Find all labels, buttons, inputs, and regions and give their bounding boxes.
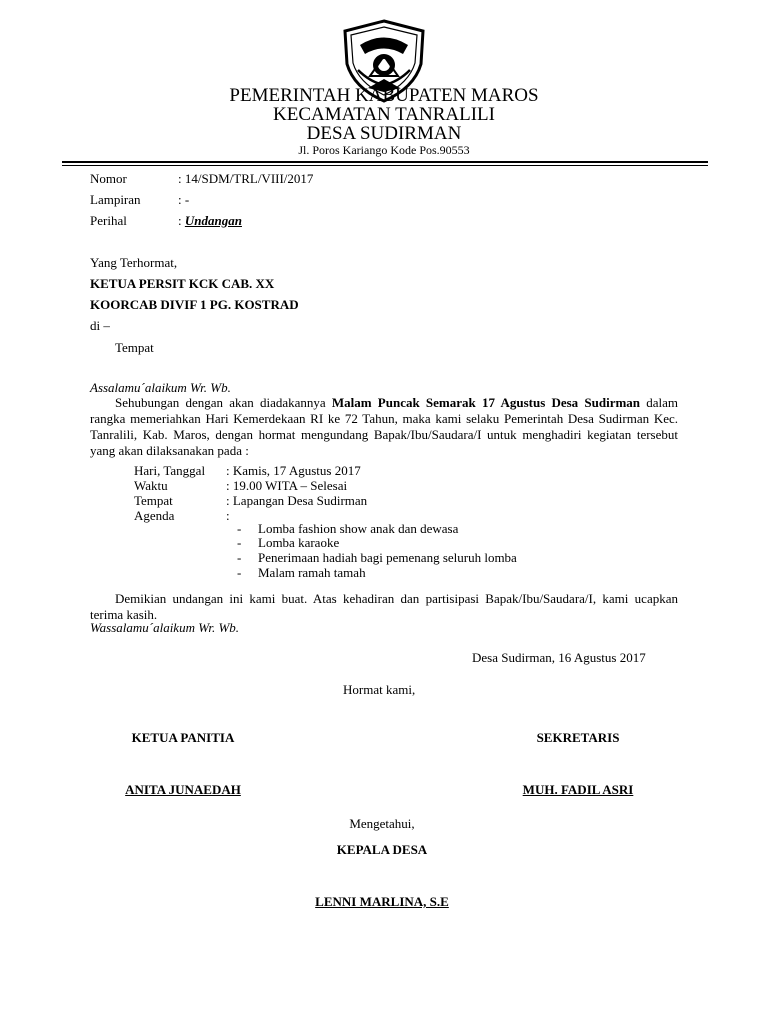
closing-paragraph: Demikian undangan ini kami buat. Atas kehadiran dan partisipasi Bapak/Ibu/Saudara/I, kami ucapkan terima kasih. (90, 591, 678, 622)
recipient-tempat: Tempat (115, 340, 154, 355)
header-rule-thin (62, 165, 708, 166)
tempat-label: Tempat (134, 493, 173, 508)
nomor-label: Nomor (90, 171, 127, 186)
agenda-bullet: - (237, 550, 242, 565)
body-paragraph (90, 395, 678, 459)
closing-salutation: Wassalamu´alaikum Wr. Wb. (90, 620, 240, 635)
body-text-a: Sehubungan dengan akan diadakannya (115, 395, 332, 410)
greeting: Yang Terhormat, (90, 255, 178, 270)
recipient-di: di – (90, 318, 110, 333)
header-district: KECAMATAN TANRALILI (273, 104, 495, 125)
header-address: Jl. Poros Kariango Kode Pos.90553 (298, 143, 470, 157)
body-text-b: dalam rangka memeriahkan Hari Kemerdekaan RI ke 72 Tahun, maka kami selaku Pemerintah Desa Sudirman Kec. Tanralili, Kab. Maros, dengan hormat mengundang Bapak/Ibu/Saudara/I untuk menghadiri kegiatan tersebut yang akan dilaksanakan pada : (90, 395, 679, 458)
agenda-item: Malam ramah tamah (258, 565, 366, 580)
right-signer-title: SEKRETARIS (536, 730, 620, 745)
perihal-colon: : (178, 213, 185, 228)
perihal-label: Perihal (90, 213, 127, 228)
lampiran-value: : - (178, 192, 190, 207)
agenda-label: Agenda (134, 508, 175, 523)
perihal-value: Undangan (184, 213, 242, 228)
agenda-bullet: - (237, 565, 242, 580)
hari-label: Hari, Tanggal (134, 463, 206, 478)
opening-salutation: Assalamu´alaikum Wr. Wb. (90, 380, 231, 395)
right-signer-name: MUH. FADIL ASRI (522, 782, 634, 797)
village-head-name: LENNI MARLINA, S.E (315, 894, 449, 909)
agenda-bullet: - (237, 521, 242, 536)
village-head-title: KEPALA DESA (336, 842, 428, 857)
recipient-line-1: KETUA PERSIT KCK CAB. XX (90, 276, 275, 291)
header-government: PEMERINTAH KABUPATEN MAROS (229, 85, 539, 106)
tempat-value: : Lapangan Desa Sudirman (226, 493, 368, 508)
agenda-item: Penerimaan hadiah bagi pemenang seluruh lomba (258, 550, 517, 565)
header-village: DESA SUDIRMAN (306, 123, 462, 144)
lampiran-label: Lampiran (90, 192, 141, 207)
event-name: Malam Puncak Semarak 17 Agustus Desa Sudirman (331, 395, 641, 410)
agenda-item: Lomba fashion show anak dan dewasa (258, 521, 459, 536)
left-signer-title: KETUA PANITIA (131, 730, 235, 745)
recipient-line-2: KOORCAB DIVIF 1 PG. KOSTRAD (90, 297, 299, 312)
nomor-value: : 14/SDM/TRL/VIII/2017 (178, 171, 314, 186)
agenda-item: Lomba karaoke (258, 535, 340, 550)
hormat-kami: Hormat kami, (343, 682, 416, 697)
agenda-colon: : (226, 508, 230, 523)
mengetahui: Mengetahui, (349, 816, 415, 831)
perihal-field (178, 213, 242, 229)
header-rule-thick (62, 161, 708, 163)
waktu-label: Waktu (134, 478, 168, 493)
place-date: Desa Sudirman, 16 Agustus 2017 (472, 650, 646, 665)
waktu-value: : 19.00 WITA – Selesai (226, 478, 348, 493)
agenda-bullet: - (237, 535, 242, 550)
left-signer-name: ANITA JUNAEDAH (125, 782, 241, 797)
hari-value: : Kamis, 17 Agustus 2017 (226, 463, 361, 478)
